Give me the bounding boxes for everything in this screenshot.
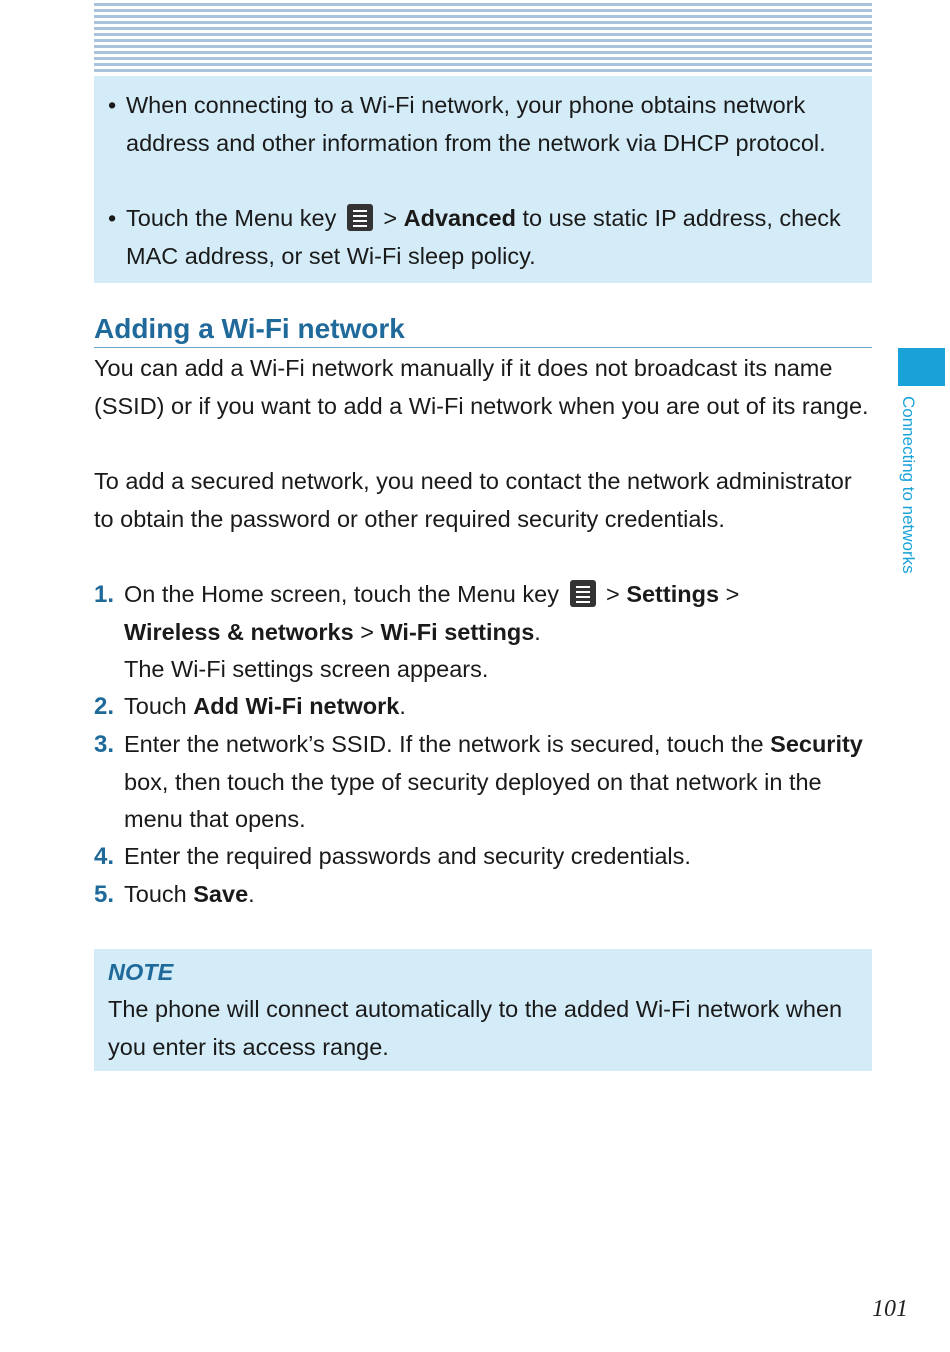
intro-paragraph-2: To add a secured network, you need to contact the network administrator to obtain the password or other required security credentials. bbox=[94, 468, 852, 532]
step-5-bold: Save bbox=[193, 881, 249, 907]
step-number: 4. bbox=[94, 843, 115, 870]
tip-bullet-2-pre: Touch the Menu key bbox=[126, 205, 337, 231]
step-2-bold: Add Wi-Fi network bbox=[193, 693, 400, 719]
step-2-pre: Touch bbox=[124, 693, 187, 719]
step-4-text: Enter the required passwords and security credentials. bbox=[124, 843, 691, 869]
menu-key-icon bbox=[347, 204, 373, 231]
intro-paragraph-1: You can add a Wi-Fi network manually if it does not broadcast its name (SSID) or if you want to add a Wi-Fi network when you are out of its range. bbox=[94, 355, 869, 419]
step-1-end: . bbox=[534, 618, 541, 645]
step-number: 1. bbox=[94, 581, 115, 608]
note-title: NOTE bbox=[108, 959, 174, 985]
tip-bullet-2-post: to use static IP address, check MAC address, or set Wi-Fi sleep policy. bbox=[126, 205, 841, 269]
step-1 bbox=[94, 576, 874, 689]
step-number: 3. bbox=[94, 731, 115, 758]
step-2 bbox=[94, 688, 874, 726]
bullet-dot: • bbox=[108, 205, 117, 231]
step-1-bold-wifi-settings: Wi-Fi settings bbox=[380, 618, 535, 645]
step-5-pre: Touch bbox=[124, 881, 187, 907]
step-3 bbox=[94, 726, 874, 839]
tip-box-content bbox=[94, 76, 872, 283]
step-number: 5. bbox=[94, 881, 115, 908]
step-1-bold-wireless: Wireless & networks bbox=[124, 618, 354, 645]
chapter-side-label: Connecting to networks bbox=[899, 396, 918, 574]
step-2-end: . bbox=[399, 693, 406, 719]
page-number: 101 bbox=[872, 1296, 908, 1322]
tip-bullet-2 bbox=[108, 200, 858, 275]
step-number: 2. bbox=[94, 693, 115, 720]
step-5-end: . bbox=[248, 881, 255, 907]
tip-bullet-2-bold: Advanced bbox=[403, 205, 516, 231]
step-4 bbox=[94, 838, 874, 876]
chapter-tab bbox=[898, 348, 945, 386]
note-text: The phone will connect automatically to the added Wi-Fi network when you enter its access range. bbox=[108, 996, 843, 1060]
tip-bullet-2-sep: > bbox=[383, 205, 398, 231]
section-heading: Adding a Wi-Fi network bbox=[94, 313, 405, 344]
step-1-sep: > bbox=[360, 618, 374, 645]
step-1-sep: > bbox=[725, 581, 740, 607]
step-1-result: The Wi-Fi settings screen appears. bbox=[124, 656, 489, 682]
tip-bullet-1-text: When connecting to a Wi-Fi network, your phone obtains network address and other information from the network via DHCP protocol. bbox=[126, 92, 826, 156]
menu-key-icon bbox=[570, 580, 596, 607]
step-5 bbox=[94, 876, 874, 914]
step-3-pre: Enter the network’s SSID. If the network is secured, touch the bbox=[124, 731, 764, 757]
step-3-bold: Security bbox=[770, 731, 863, 757]
tip-bullet-1 bbox=[108, 87, 858, 162]
note-box bbox=[94, 949, 872, 1071]
bullet-dot: • bbox=[108, 92, 117, 118]
header-stripes bbox=[94, 3, 872, 75]
step-1-sep: > bbox=[606, 581, 620, 607]
step-3-post: box, then touch the type of security deployed on that network in the menu that opens. bbox=[124, 768, 822, 832]
step-1-bold-settings: Settings bbox=[626, 581, 720, 607]
step-1-pre: On the Home screen, touch the Menu key bbox=[124, 581, 559, 607]
heading-rule bbox=[94, 347, 872, 348]
